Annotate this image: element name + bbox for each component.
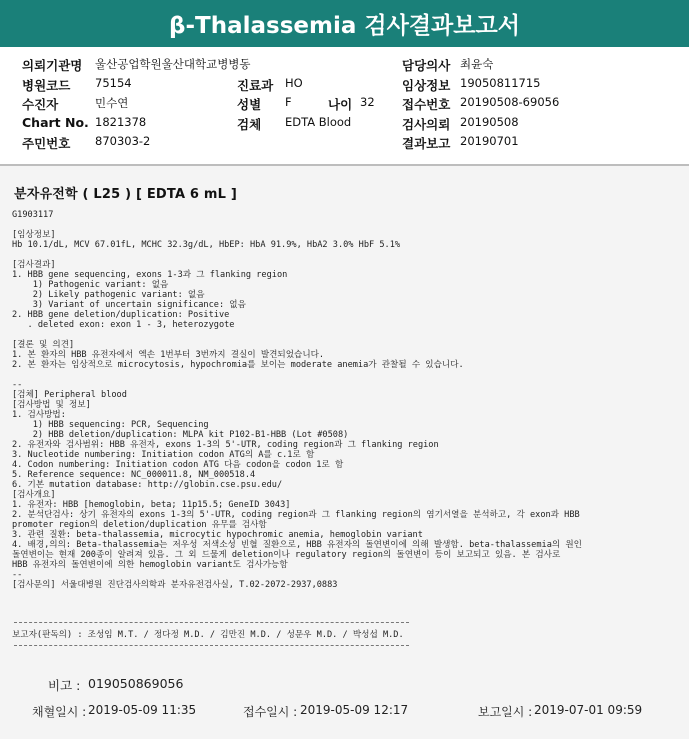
hospital-value: 울산공업학원울산대학교병병동 xyxy=(95,57,251,71)
sex-label: 성별 xyxy=(237,97,262,112)
rrn-label: 주민번호 xyxy=(22,136,71,151)
report-text: G1903117 [임상정보] Hb 10.1/dL, MCV 67.01fL, MCHC 32.3g/dL, HbEP: HbA 91.9%, HbA2 3.0% HbF 5.1% [검사결과] 1. HBB gene sequencing, exons 1-3과 그 flanking region 1) Pathogenic variant: 없음 2) Likely pathogenic variant: 없음 3) Variant of uncertain significance: 없음 2. HBB gene deletion/duplication: Positive . deleted exon: exon 1 - 3, heterozygote [결론 및 의견] 1. 본 환자의 HBB 유전자에서 엑손 1번부터 3번까지 결실이 발견되었습니다. 2. 본 환자는 임상적으로 microcytosis, hypochromia를 보이는 moderate anemia가 관찰될 수 있습니다. -- [검체] Peripheral blood [검사방법 및 정보] 1. 검사방법: 1) HBB sequencing: PCR, Sequencing 2) HBB deletion/duplication: MLPA kit P102-B1-HBB (Lot #0508) 2. 유전자와 검사범위: HBB 유전자, exons 1-3의 5'-UTR, coding region과 그 flanking region 3. Nucleotide numbering: Initiation codon ATG의 A를 c.1로 함 4. Codon numbering: Initiation codon ATG 다음 codon을 codon 1로 함 5. Reference sequence: NC_000011.8, NM_000518.4 6. 기본 mutation database: http://globin.cse.psu.edu/ [검사개요] 1. 유전자: HBB [hemoglobin, beta; 11p15.5; GeneID 3043] 2. 분석단검사: 상기 유전자의 exons 1-3의 5'-UTR, coding region과 그 flanking region의 염기서열을 분석하고, 각 exon과 HBB promoter region의 deletion/duplication 유무를 검사함 3. 관련 질환: beta-thalassemia, microcytic hypochromic anemia, hemoglobin variant 4. 배경,의의: Beta-thalassemia는 저우성 저색소성 빈혈 질환으로, HBB 유전자의 돌연변이에 의해 발생함. beta-thalassemia의 원인 돌연변이는 현재 200종이 알려져 있음. 그 외 드물게 deletion이나 regulatory region의 돌연변이 등이 보고되고 있음. 본 검사로 HBB 유전자의 돌연변이에 의한 hemoglobin variant도 검사가능함 -- [검사문의] 서울대병원 진단검사의학과 분자유전검사실, T.02-2072-2937,0883 xyxy=(12,210,582,590)
receive-value: 2019-05-09 12:17 xyxy=(300,703,409,717)
header-row-3 xyxy=(0,95,689,113)
report-value: 20190701 xyxy=(460,134,519,148)
age-label: 나이 xyxy=(328,97,353,112)
report-title: β-Thalassemia 검사결과보고서 xyxy=(0,0,689,47)
dept-value: HO xyxy=(285,76,303,90)
req-label: 검사의뢰 xyxy=(402,117,451,132)
divider-2 xyxy=(14,645,409,646)
receipt-value: 20190508-69056 xyxy=(460,95,560,109)
note-label: 비고 : xyxy=(48,678,81,693)
header-row-2 xyxy=(0,76,689,94)
age-value: 32 xyxy=(360,95,375,109)
report-time-value: 2019-07-01 09:59 xyxy=(534,703,643,717)
header-row-4 xyxy=(0,115,689,133)
dept-label: 진료과 xyxy=(237,78,274,93)
reporters-line: 보고자(판독의) : 조성임 M.T. / 정다정 M.D. / 김만진 M.D. / 성문우 M.D. / 박성섭 M.D. xyxy=(12,630,404,640)
report-time-label: 보고일시 : xyxy=(478,705,533,719)
specimen-value: EDTA Blood xyxy=(285,115,352,129)
code-label: 병원코드 xyxy=(22,78,71,93)
divider-1 xyxy=(14,622,409,623)
doctor-label: 담당의사 xyxy=(402,58,451,73)
chart-value: 1821378 xyxy=(95,115,147,129)
header-row-5 xyxy=(0,134,689,152)
req-value: 20190508 xyxy=(460,115,519,129)
patient-value: 민수연 xyxy=(95,96,129,110)
collect-label: 채혈일시 : xyxy=(32,705,87,719)
clinical-value: 19050811715 xyxy=(460,76,541,90)
section-title: 분자유전학 ( L25 ) [ EDTA 6 mL ] xyxy=(14,187,238,202)
collect-value: 2019-05-09 11:35 xyxy=(88,703,197,717)
rrn-value: 870303-2 xyxy=(95,134,151,148)
report-body xyxy=(0,166,689,739)
patient-label: 수진자 xyxy=(22,97,59,112)
hospital-label: 의뢰기관명 xyxy=(22,58,83,73)
header-row-1 xyxy=(0,56,689,74)
patient-header xyxy=(0,47,689,166)
report-label: 결과보고 xyxy=(402,136,451,151)
doctor-value: 최윤숙 xyxy=(460,57,494,71)
specimen-label: 검체 xyxy=(237,117,262,132)
clinical-label: 임상정보 xyxy=(402,78,451,93)
note-value: 019050869056 xyxy=(88,676,184,691)
code-value: 75154 xyxy=(95,76,132,90)
sex-value: F xyxy=(285,95,292,109)
receipt-label: 접수번호 xyxy=(402,97,451,112)
chart-label: Chart No. xyxy=(22,115,89,130)
receive-label: 접수일시 : xyxy=(243,705,298,719)
